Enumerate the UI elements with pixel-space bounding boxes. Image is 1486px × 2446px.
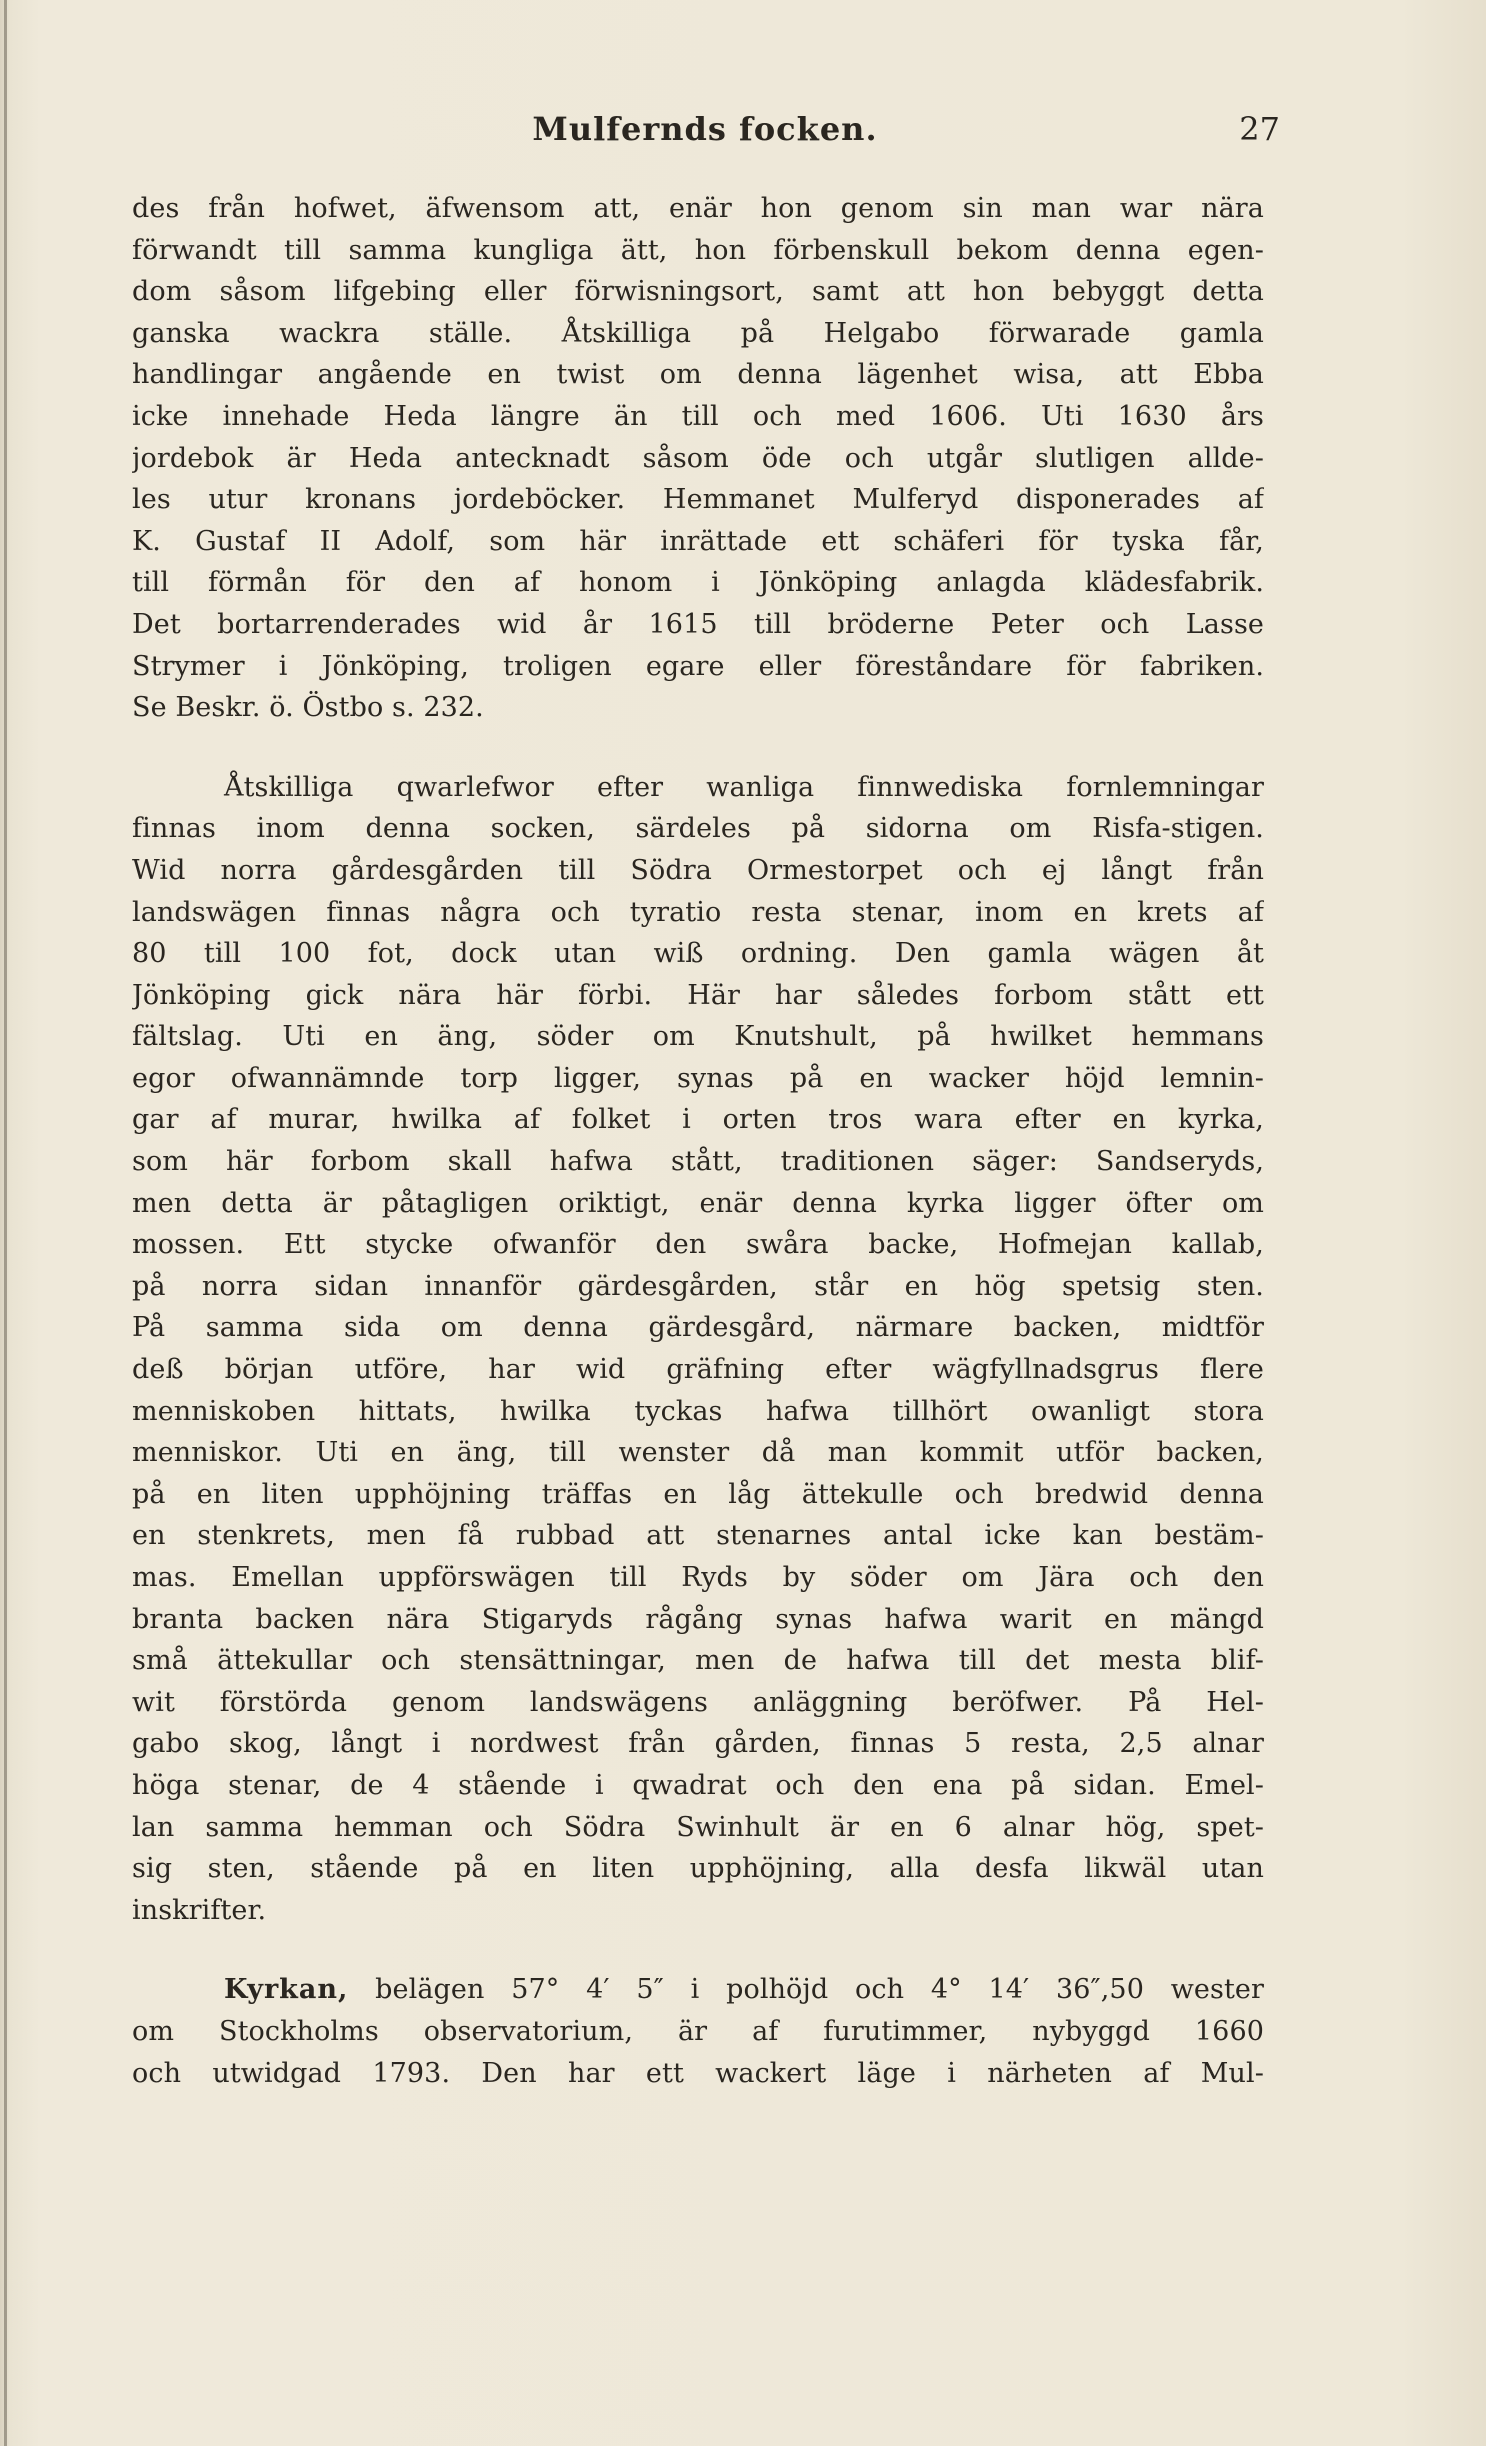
text-line: på en liten upphöjning träffas en låg ättekulle och bredwid denna — [132, 1478, 1264, 1510]
text-line: des från hofwet, äfwensom att, enär hon genom sin man war nära — [132, 193, 1264, 224]
text-line: landswägen finnas några och tyratio resta stenar, inom en krets af — [132, 896, 1264, 928]
text-line: lan samma hemman och Södra Swinhult är en 6 alnar hög, spet- — [132, 1811, 1264, 1843]
text-line: på norra sidan innanför gärdesgården, står en hög spetsig sten. — [132, 1270, 1264, 1302]
text-line: höga stenar, de 4 stående i qwadrat och den ena på sidan. Emel- — [132, 1769, 1264, 1801]
text-line: wit förstörda genom landswägens anläggning beröfwer. På Hel- — [132, 1686, 1264, 1718]
text-fragment: belägen 57° 4′ 5″ i polhöjd och 4° 14′ 36″,50 wester — [375, 1974, 1264, 2006]
section-lead-word: Kyrkan, — [224, 1974, 349, 2006]
text-line: Jönköping gick nära här förbi. Här har således forbom stått ett — [132, 979, 1264, 1011]
paragraph-gap — [132, 1931, 1264, 1969]
text-line: jordebok är Heda antecknadt såsom öde och utgår slutligen allde- — [132, 442, 1264, 474]
text-line: men detta är påtagligen oriktigt, enär denna kyrka ligger öfter om — [132, 1187, 1264, 1219]
text-line: 80 till 100 fot, dock utan wiß ordning. Den gamla wägen åt — [132, 938, 1264, 970]
text-line: menniskor. Uti en äng, till wenster då man kommit utför backen, — [132, 1437, 1264, 1469]
text-line — [132, 1969, 1264, 2011]
text-line: små ättekullar och stensättningar, men de hafwa till det mesta blif- — [132, 1645, 1264, 1677]
text-line: förwandt till samma kungliga ätt, hon förbenskull bekom denna egen- — [132, 234, 1264, 266]
text-line: fältslag. Uti en äng, söder om Knutshult, på hwilket hemmans — [132, 1021, 1264, 1053]
text-line: Wid norra gårdesgården till Södra Ormestorpet och ej långt från — [132, 854, 1264, 886]
running-title: Mulfernds focken. — [532, 110, 878, 148]
paragraph-gap — [132, 729, 1264, 767]
text-line: Det bortarrenderades wid år 1615 till bröderne Peter och Lasse — [132, 608, 1264, 640]
text-line: sig sten, stående på en liten upphöjning, alla desfa likwäl utan — [132, 1853, 1264, 1885]
page-edge-shadow — [4, 0, 7, 2446]
page-header — [130, 110, 1280, 160]
text-line: Strymer i Jönköping, troligen egare eller föreståndare för fabriken. — [132, 650, 1264, 682]
text-line: deß början utföre, har wid gräfning efter wägfyllnadsgrus flere — [132, 1354, 1264, 1386]
text-line: På samma sida om denna gärdesgård, närmare backen, midtför — [132, 1312, 1264, 1344]
text-line: mossen. Ett stycke ofwanför den swåra backe, Hofmejan kallab, — [132, 1229, 1264, 1261]
text-line: som här forbom skall hafwa stått, traditionen säger: Sandseryds, — [132, 1146, 1264, 1178]
text-line: icke innehade Heda längre än till och med 1606. Uti 1630 års — [132, 400, 1264, 432]
body-text — [132, 188, 1264, 2094]
page-number: 27 — [1239, 110, 1280, 148]
text-line: inskrifter. — [132, 1894, 267, 1926]
text-line: Åtskilliga qwarlefwor efter wanliga finnwediska fornlemningar — [224, 771, 1264, 803]
text-line: och utwidgad 1793. Den har ett wackert läge i närheten af Mul- — [132, 2057, 1264, 2089]
text-line: ganska wackra ställe. Åtskilliga på Helgabo förwarade gamla — [132, 317, 1264, 349]
text-line: egor ofwannämnde torp ligger, synas på en wacker höjd lemnin- — [132, 1062, 1264, 1094]
text-line: gar af murar, hwilka af folket i orten tros wara efter en kyrka, — [132, 1104, 1264, 1136]
text-line: Se Beskr. ö. Östbo s. 232. — [132, 692, 484, 724]
text-line: handlingar angående en twist om denna lägenhet wisa, att Ebba — [132, 359, 1264, 391]
text-line: mas. Emellan uppförswägen till Ryds by söder om Jära och den — [132, 1562, 1264, 1593]
text-line: les utur kronans jordeböcker. Hemmanet Mulferyd disponerades af — [132, 484, 1264, 516]
text-line: om Stockholms observatorium, är af furutimmer, nybyggd 1660 — [132, 2015, 1264, 2047]
text-line: en stenkrets, men få rubbad att stenarnes antal icke kan bestäm- — [132, 1520, 1264, 1552]
paragraph-2 — [132, 767, 1264, 1932]
text-line: branta backen nära Stigaryds rågång synas hafwa warit en mängd — [132, 1603, 1264, 1635]
text-line: gabo skog, långt i nordwest från gården, finnas 5 resta, 2,5 alnar — [132, 1728, 1264, 1760]
text-line: K. Gustaf II Adolf, som här inrättade ett schäferi för tyska får, — [132, 525, 1264, 557]
text-line: finnas inom denna socken, särdeles på sidorna om Risfa-stigen. — [132, 813, 1264, 845]
paragraph-1 — [132, 188, 1264, 729]
text-line: till förmån för den af honom i Jönköping anlagda klädesfabrik. — [132, 567, 1264, 599]
paragraph-3 — [132, 1969, 1264, 2094]
text-line: dom såsom lifgebing eller förwisningsort, samt att hon bebyggt detta — [132, 276, 1264, 308]
text-line: menniskoben hittats, hwilka tyckas hafwa tillhört owanligt stora — [132, 1395, 1264, 1427]
